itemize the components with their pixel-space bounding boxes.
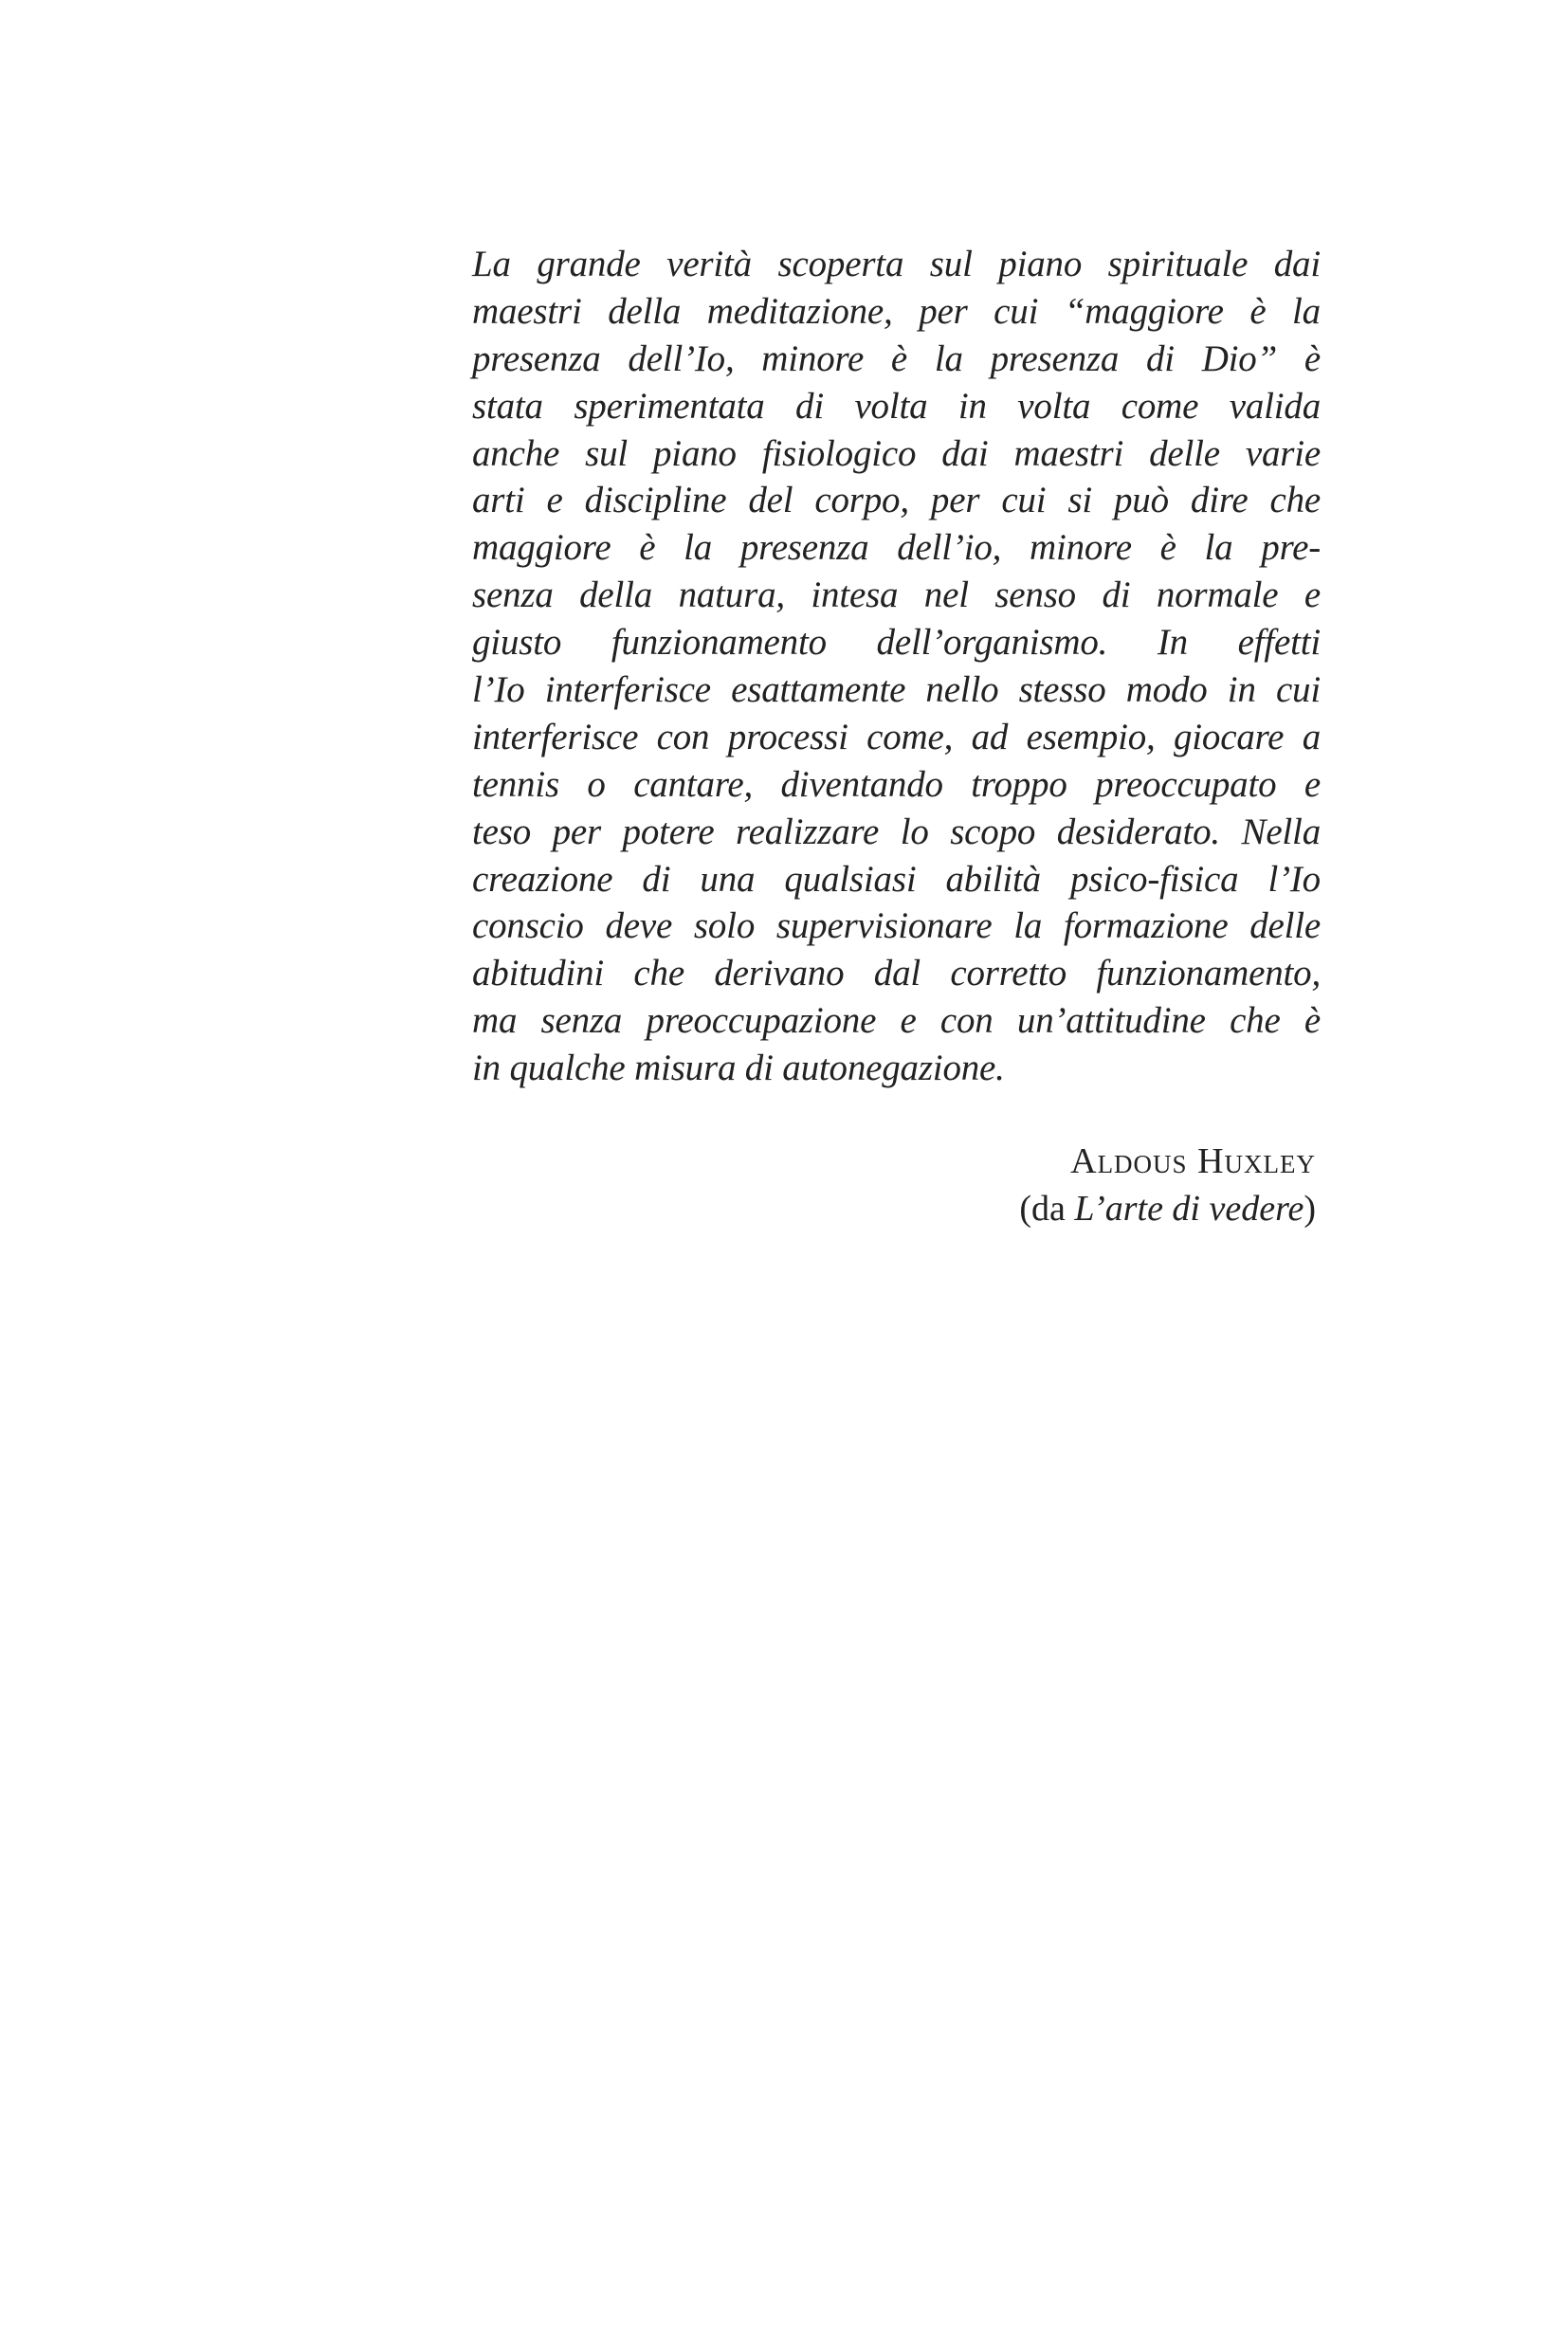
quote-line: senza della natura, intesa nel senso di normale e xyxy=(472,574,1321,616)
quote-line-last: in qualche misura di autonegazione. xyxy=(472,1048,1005,1089)
quote-line: La grande verità scoperta sul piano spirituale dai xyxy=(472,244,1321,284)
quote-line: teso per potere realizzare lo scopo desiderato. Nella xyxy=(472,811,1321,852)
attribution xyxy=(1019,1138,1316,1232)
quote-line: tennis o cantare, diventando troppo preoccupato e xyxy=(472,763,1321,805)
quote-line: abitudini che derivano dal corretto funzionamento, xyxy=(472,953,1321,994)
quote-line: maestri della meditazione, per cui “maggiore è la xyxy=(472,290,1321,332)
quote-line: l’Io interferisce esattamente nello stesso modo in cui xyxy=(472,669,1321,711)
epigraph-quote xyxy=(472,241,1321,1092)
quote-line: conscio deve solo supervisionare la formazione delle xyxy=(472,905,1321,947)
author-name: Aldous Huxley xyxy=(1070,1141,1316,1181)
quote-line: creazione di una qualsiasi abilità psico-fisica l’Io xyxy=(472,858,1321,900)
quote-line: giusto funzionamento dell’organismo. In effetti xyxy=(472,622,1321,664)
source-title: L’arte di vedere xyxy=(1074,1189,1304,1229)
source-prefix: (da xyxy=(1019,1189,1075,1229)
quote-line: arti e discipline del corpo, per cui si può dire che xyxy=(472,480,1321,521)
source-suffix: ) xyxy=(1304,1189,1316,1229)
quote-line: presenza dell’Io, minore è la presenza di Dio” è xyxy=(472,337,1321,379)
quote-line: stata sperimentata di volta in volta come valida xyxy=(472,385,1321,427)
quote-line: anche sul piano fisiologico dai maestri delle varie xyxy=(472,432,1321,474)
source-citation xyxy=(1019,1185,1316,1232)
quote-line: ma senza preoccupazione e con un’attitudine che è xyxy=(472,1000,1321,1042)
quote-line: maggiore è la presenza dell’io, minore è la pre- xyxy=(472,527,1321,569)
quote-line: interferisce con processi come, ad esempio, giocare a xyxy=(472,716,1321,757)
